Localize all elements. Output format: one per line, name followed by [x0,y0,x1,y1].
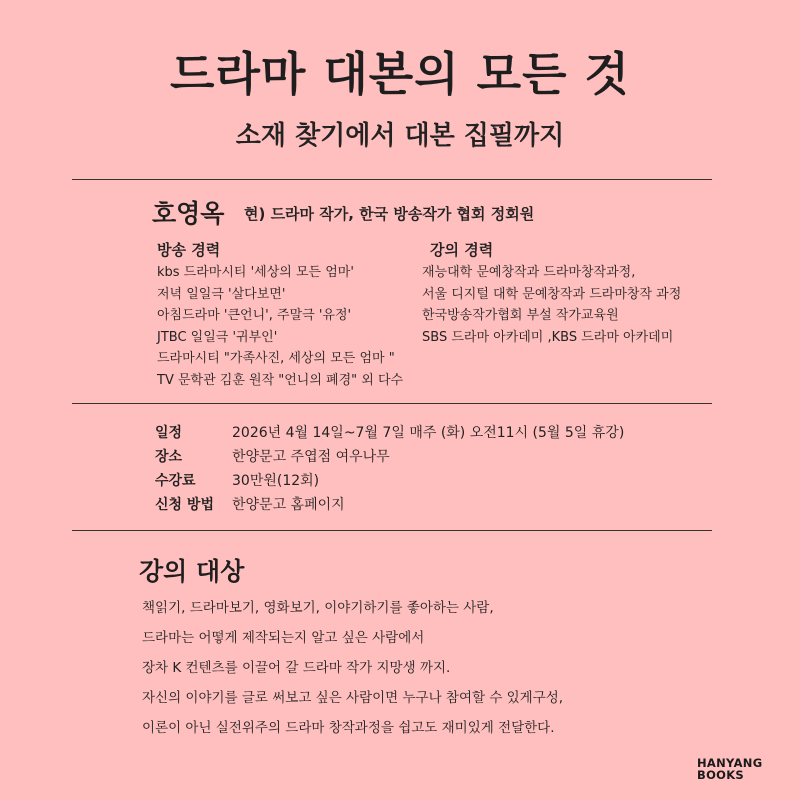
poster-title: 드라마 대본의 모든 것 [170,47,630,101]
divider-bottom [72,530,712,531]
info-label: 신청 방법 [155,497,214,513]
broadcast-career-item: 저녁 일일극 '살다보면' [157,286,286,302]
course-info [155,420,624,516]
target-item: 책읽기, 드라마보기, 영화보기, 이야기하기를 좋아하는 사람, [142,600,494,616]
poster-subtitle: 소재 찾기에서 대본 집필까지 [235,121,565,151]
brand-logo-line2: BOOKS [697,768,745,782]
broadcast-career-item: 드라마시티 "가족사진, 세상의 모든 엄마 " [157,351,395,366]
info-row-location [155,444,624,468]
target-heading: 강의 대상 [139,557,245,586]
broadcast-career-item: TV 문학관 김훈 원작 "언니의 폐경" 외 다수 [157,372,404,388]
brand-logo-line1: HANYANG [697,756,763,770]
target-item: 이론이 아닌 실전위주의 드라마 창작과정을 쉽고도 재미있게 전달한다. [142,720,555,736]
broadcast-career-item: kbs 드라마시티 '세상의 모든 엄마' [157,265,354,280]
target-item: 자신의 이야기를 글로 써보고 싶은 사람이면 누구나 참여할 수 있게구성, [142,690,564,706]
brand-logo [697,757,762,781]
instructor-name: 호영옥 [152,199,225,228]
broadcast-career-item: JTBC 일일극 '귀부인' [157,329,278,345]
info-row-fee [155,468,624,492]
divider-top [72,179,712,180]
info-value: 한양문고 주엽점 여우나무 [232,449,390,465]
info-label: 수강료 [155,473,196,489]
info-value: 30만원(12회) [232,473,320,489]
broadcast-career [157,239,403,391]
target-item: 드라마는 어떻게 제작되는지 알고 싶은 사람에서 [142,630,425,646]
divider-middle [72,403,712,404]
target-list [142,598,563,748]
info-row-application [155,492,624,516]
lecture-career-heading: 강의 경력 [430,241,494,259]
instructor-description: 현) 드라마 작가, 한국 방송작가 협회 정회원 [244,205,535,223]
info-value: 한양문고 홈페이지 [232,497,345,513]
info-row-schedule [155,420,624,444]
target-item: 장차 K 컨텐츠를 이끌어 갈 드라마 작가 지망생 까지. [142,660,451,676]
lecture-career-item: 재능대학 문예창작과 드라마창작과정, [422,265,636,280]
broadcast-career-item: 아침드라마 '큰언니', 주말극 '유정' [157,308,352,323]
broadcast-career-heading: 방송 경력 [157,241,221,259]
lecture-career-item: SBS 드라마 아카데미 ,KBS 드라마 아카데미 [422,329,674,345]
lecture-career-item: 한국방송작가협회 부설 작가교육원 [422,308,619,323]
info-label: 일정 [155,425,183,441]
lecture-career [422,239,681,348]
info-value: 2026년 4월 14일~7월 7일 매주 (화) 오전11시 (5월 5일 휴강) [232,425,625,441]
info-label: 장소 [155,449,183,465]
lecture-career-item: 서울 디지털 대학 문예창작과 드라마창작 과정 [422,286,682,302]
